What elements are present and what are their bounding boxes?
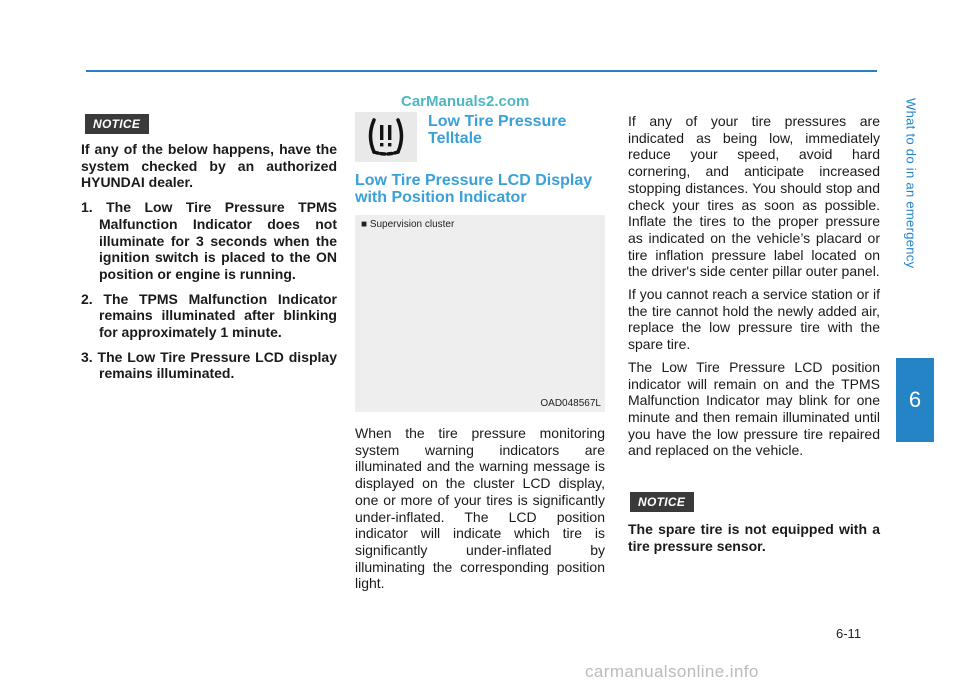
site-watermark: CarManuals2.com <box>401 93 530 110</box>
body-paragraph: If any of your tire pressures are indicated as being low, immediately reduce your speed, avoid hard cornering, and anticipate increased stopping distances. You should stop and check your tires as soon as possible. Inflate the tires to the proper pressure as indicated on the vehicle’s placard or tire inflation pressure label located on the driver's side center pillar outer panel. <box>628 113 880 280</box>
notice-badge: NOTICE <box>85 114 149 134</box>
notice-intro: If any of the below happens, have the system checked by an authorized HYUNDAI dealer. <box>81 141 337 191</box>
section-heading: Low Tire Pressure LCD Display with Position Indicator <box>355 172 593 206</box>
chapter-title: What to do in an emergency <box>903 97 919 269</box>
list-item: 1. The Low Tire Pressure TPMS Malfunction Indicator does not illuminate for 3 seconds when the ignition switch is placed to the ON position or engine is running. <box>81 199 337 282</box>
body-paragraph: The Low Tire Pressure LCD position indicator will remain on and the TPMS Malfunction Indicator may blink for one minute and then remain illuminated until you have the low pressure tire repaired and replaced on the vehicle. <box>628 358 880 459</box>
header-rule <box>86 70 877 72</box>
notice-list <box>81 199 337 382</box>
figure-code: OAD048567L <box>540 398 601 409</box>
list-item: 3. The Low Tire Pressure LCD display remains illuminated. <box>81 348 337 382</box>
spare-tire-notice <box>628 521 880 554</box>
chapter-number: 6 <box>908 387 922 412</box>
footer-watermark: carmanualsonline.info <box>585 662 759 681</box>
cluster-figure <box>355 215 605 412</box>
right-body <box>628 113 880 465</box>
chapter-side-label <box>896 18 926 348</box>
chapter-number-tab[interactable] <box>896 358 934 442</box>
page-number: 6-11 <box>836 626 862 641</box>
tire-pressure-warning-icon <box>355 112 417 162</box>
figure-caption: ■ Supervision cluster <box>361 219 455 230</box>
middle-body <box>355 425 605 592</box>
notice-text: The spare tire is not equipped with a tire pressure sensor. <box>628 521 880 554</box>
list-item: 2. The TPMS Malfunction Indicator remains illuminated after blinking for approximately 1 minute. <box>81 290 337 341</box>
body-paragraph: When the tire pressure monitoring system warning indicators are illuminated and the warning message is displayed on the cluster LCD display, one or more of your tires is significantly under-inflated. The LCD position indicator will indicate which tire is significantly under-inflated by illuminating the corresponding position light. <box>355 425 605 592</box>
telltale-heading: Low Tire Pressure Telltale <box>428 113 567 147</box>
notice-badge: NOTICE <box>630 492 694 512</box>
left-notice-content <box>81 141 337 390</box>
body-paragraph: If you cannot reach a service station or if the tire cannot hold the newly added air, replace the low pressure tire with the spare tire. <box>628 286 880 353</box>
